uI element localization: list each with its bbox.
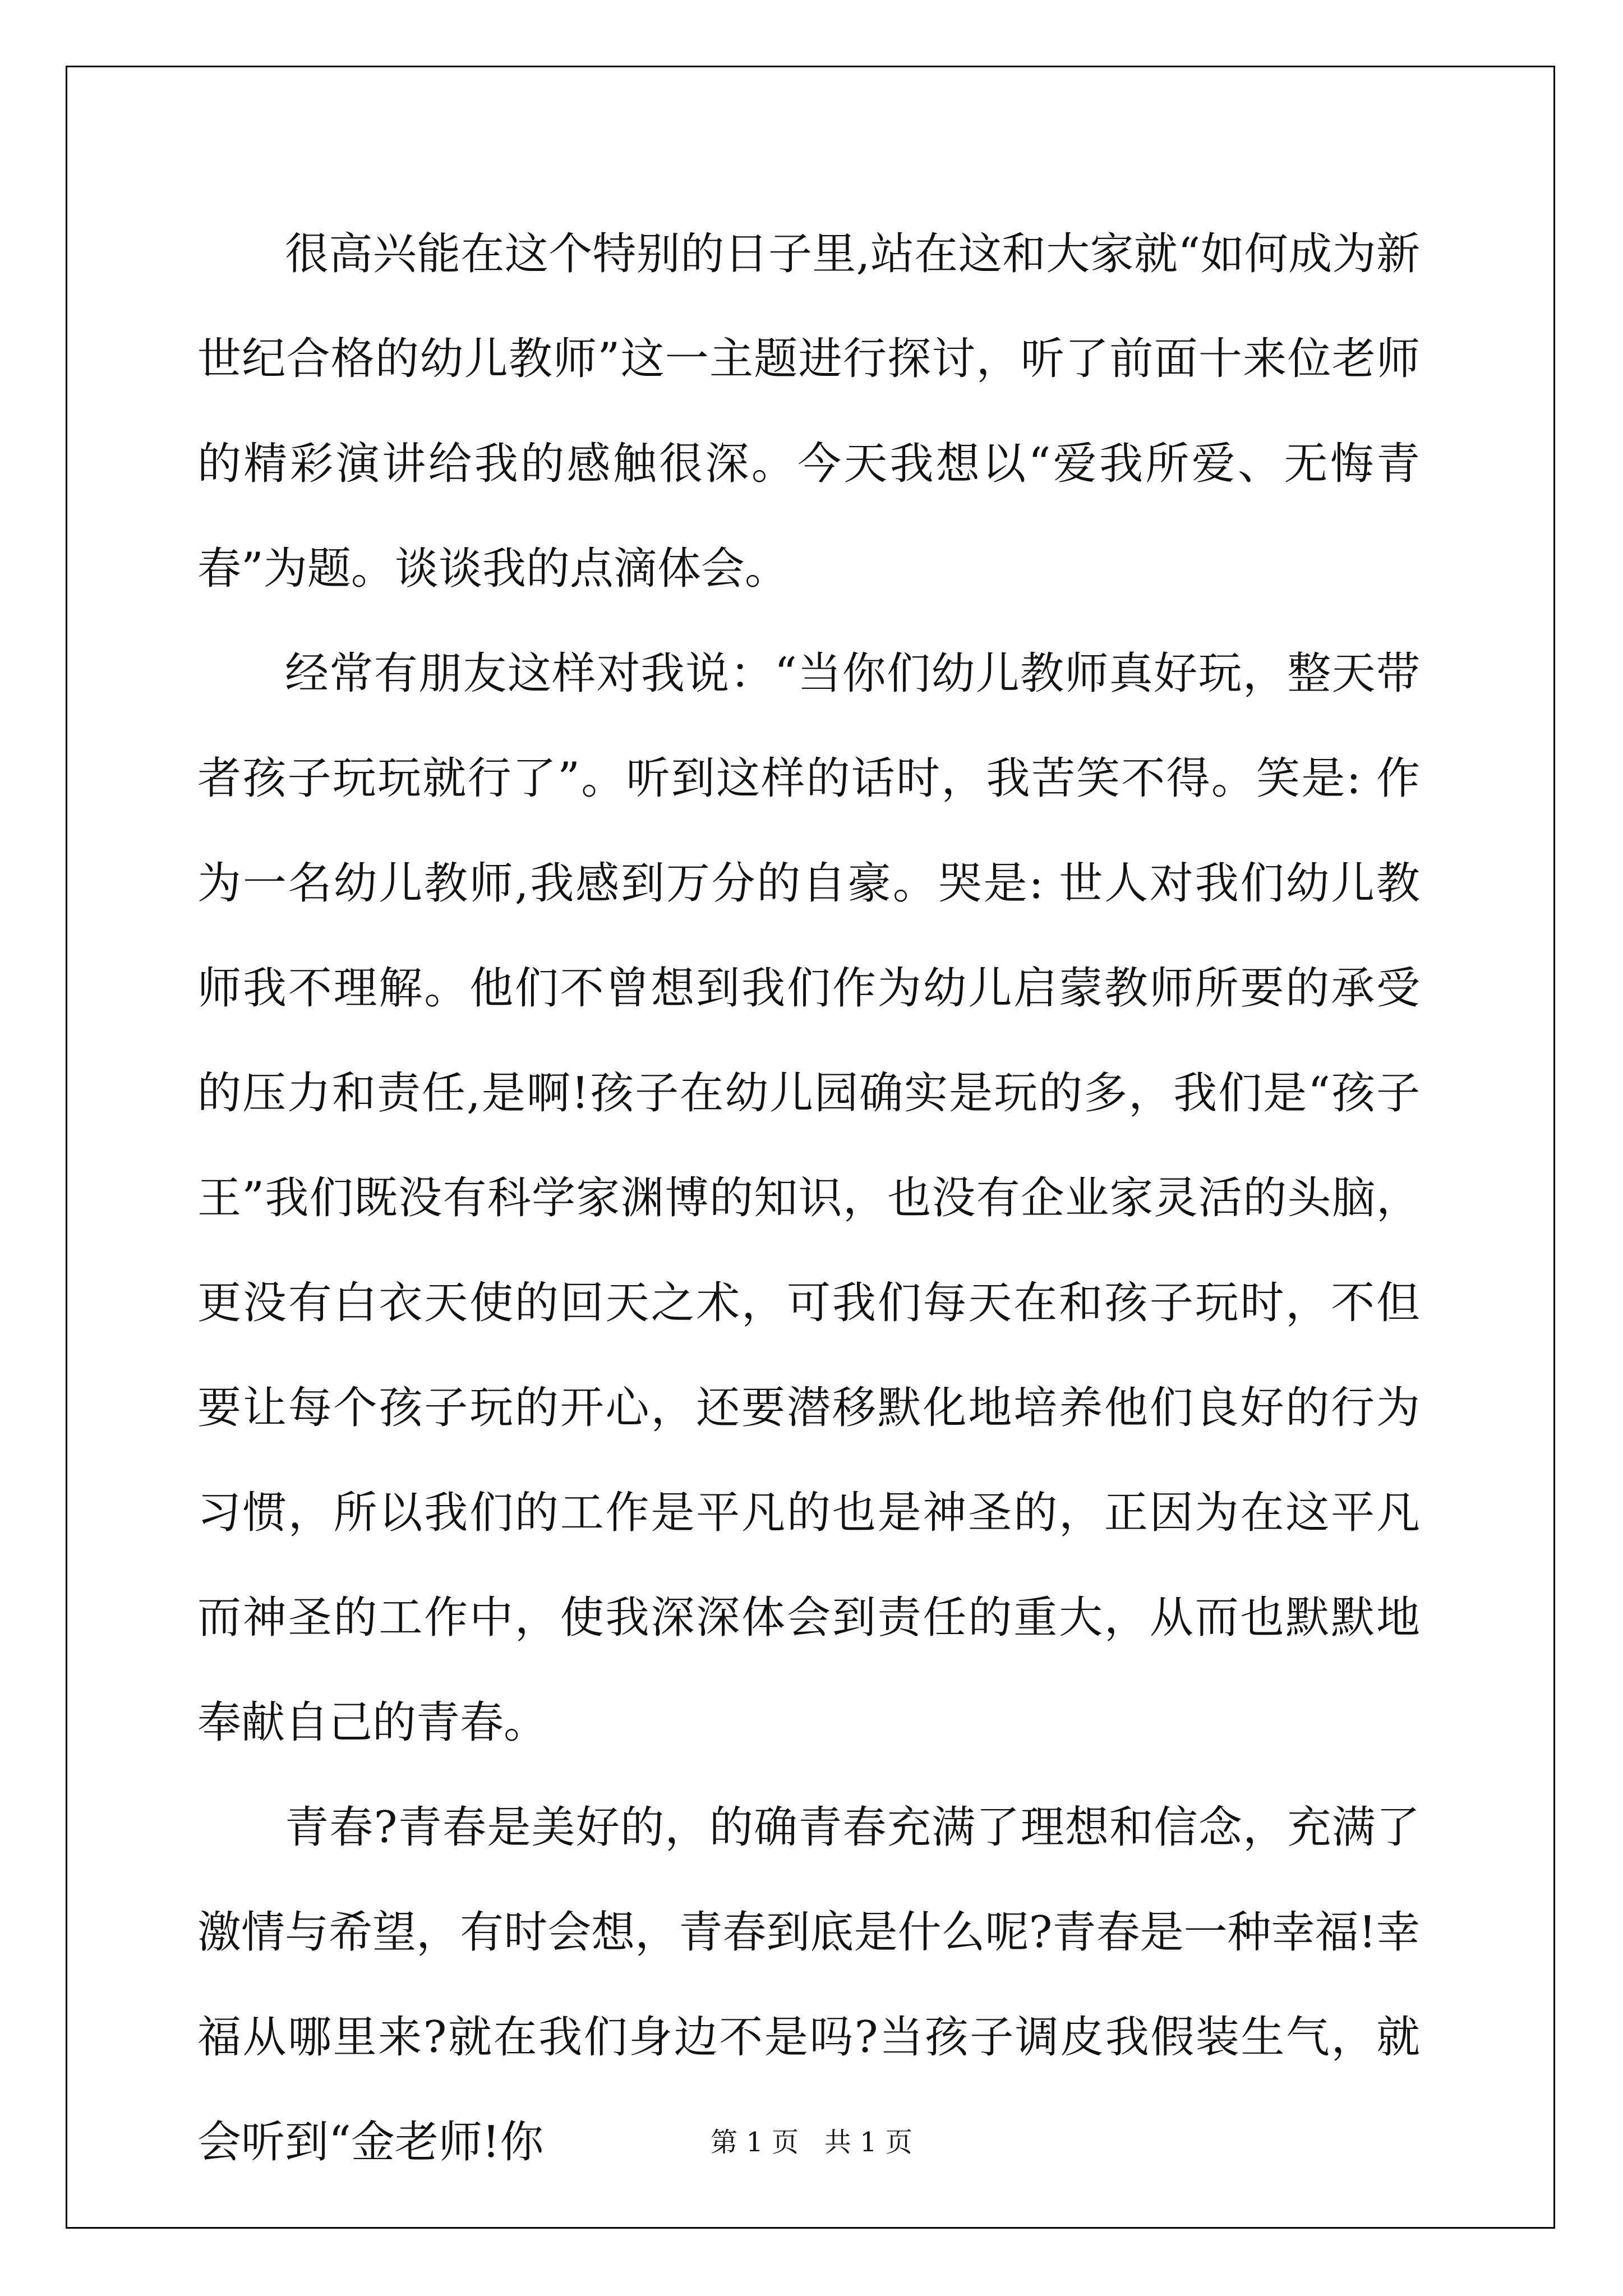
paragraph-1: 很高兴能在这个特别的日子里,站在这和大家就“如何成为新世纪合格的幼儿教师”这一主题进行探讨，听了前面十来位老师的精彩演讲给我的感触很深。今天我想以“爱我所爱、无悔青春”为题。谈谈我的点滴体会。: [197, 229, 1420, 594]
paragraph-2: 经常有朋友这样对我说：“当你们幼儿教师真好玩，整天带者孩子玩玩就行了”。听到这样的话时，我苦笑不得。笑是: 作为一名幼儿教师,我感到万分的自豪。哭是: 世人对我们幼儿教师我不理解。他们不曾想到我们作为幼儿启蒙教师所要的承受的压力和责任,是啊!孩子在幼儿园确实是玩的多，我们是“孩子王”我们既没有科学家渊博的知识，也没有企业家灵活的头脑，更没有白衣天使的回天之术，可我们每天在和孩子玩时，不但要让每个孩子玩的开心，还要潜移默化地培养他们良好的行为习惯，所以我们的工作是平凡的也是神圣的，正因为在这平凡而神圣的工作中，使我深深体会到责任的重大，从而也默默地奉献自己的青春。: [197, 648, 1420, 1748]
document-body: [197, 202, 1420, 2195]
paragraph-3: 青春?青春是美好的，的确青春充满了理想和信念，充满了激情与希望，有时会想，青春到底是什么呢?青春是一种幸福!幸福从哪里来?就在我们身边不是吗?当孩子调皮我假装生气，就会听到“金老师!你: [197, 1802, 1420, 2168]
page-number-footer: 第 1 页 共 1 页: [711, 2127, 912, 2158]
